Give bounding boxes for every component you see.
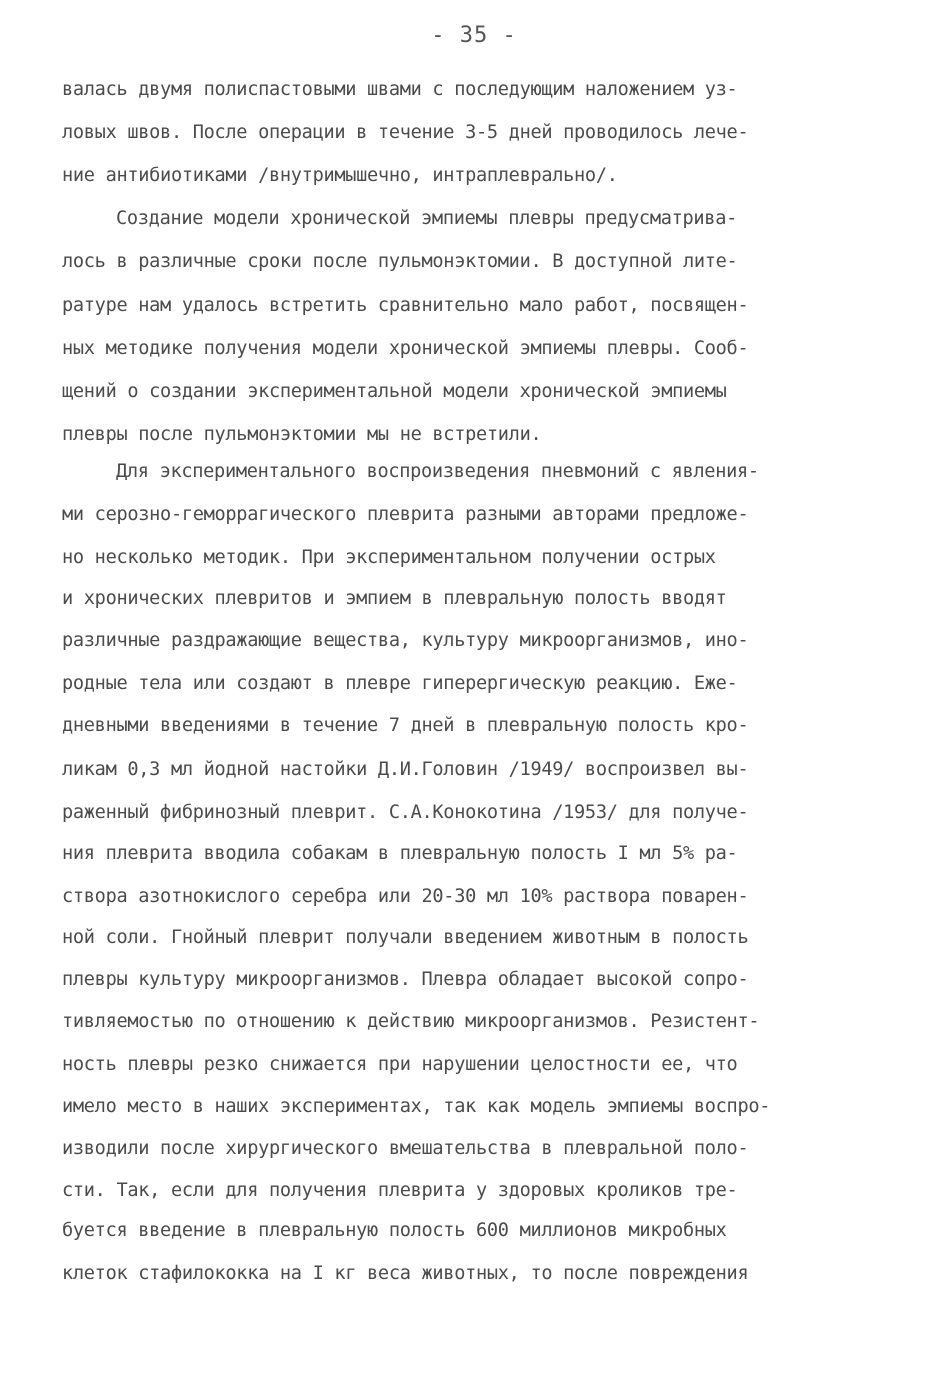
- text-line: ликам 0,3 мл йодной настойки Д.И.Головин /1949/ воспроизвел вы-: [62, 759, 749, 780]
- text-line: плевры после пульмонэктомии мы не встретили.: [62, 424, 542, 445]
- text-line: створа азотнокислого серебра или 20-30 мл 10% раствора поварен-: [62, 886, 749, 907]
- text-line: ние антибиотиками /внутримышечно, интраплеврально/.: [62, 165, 618, 186]
- page-number: - 35 -: [431, 23, 517, 48]
- text-line: различные раздражающие вещества, культуру микроорганизмов, ино-: [62, 630, 749, 651]
- text-line: имело место в наших экспериментах, так как модель эмпиемы воспро-: [62, 1096, 771, 1117]
- text-line: ми серозно-геморрагического плеврита разными авторами предложе-: [62, 504, 749, 525]
- text-line: ловых швов. После операции в течение 3-5 дней проводилось лече-: [62, 122, 749, 143]
- text-line: плевры культуру микроорганизмов. Плевра обладает высокой сопро-: [62, 969, 749, 990]
- text-line: изводили после хирургического вмешательства в плевральной поло-: [62, 1138, 749, 1159]
- text-line: ратуре нам удалось встретить сравнительно мало работ, посвящен-: [62, 295, 749, 316]
- text-line: клеток стафилококка на I кг веса животных, то после повреждения: [62, 1263, 749, 1284]
- text-line: лось в различные сроки после пульмонэктомии. В доступной лите-: [62, 251, 738, 272]
- text-line: ния плеврита вводила собакам в плевральную полость I мл 5% ра-: [62, 843, 738, 864]
- text-line: Создание модели хронической эмпиемы плевры предусматрива-: [116, 208, 737, 229]
- text-line: дневными введениями в течение 7 дней в плевральную полость кро-: [62, 715, 749, 736]
- text-line: Для экспериментального воспроизведения пневмоний с явления-: [116, 461, 759, 482]
- text-line: ной соли. Гнойный плеврит получали введением животным в полость: [62, 927, 749, 948]
- text-line: и хронических плевритов и эмпием в плевральную полость вводят: [62, 588, 727, 609]
- text-line: щений о создании экспериментальной модели хронической эмпиемы: [62, 381, 727, 402]
- text-line: ных методике получения модели хронической эмпиемы плевры. Сооб-: [62, 338, 749, 359]
- text-line: но несколько методик. При экспериментальном получении острых: [62, 547, 716, 568]
- text-line: родные тела или создают в плевре гиперергическую реакцию. Еже-: [62, 673, 738, 694]
- text-line: валась двумя полиспастовыми швами с последующим наложением уз-: [62, 79, 738, 100]
- text-line: раженный фибринозный плеврит. С.А.Конокотина /1953/ для получе-: [62, 802, 749, 823]
- text-line: буется введение в плевральную полость 600 миллионов микробных: [62, 1220, 727, 1241]
- text-line: тивляемостью по отношению к действию микроорганизмов. Резистент-: [62, 1011, 760, 1032]
- text-line: сти. Так, если для получения плеврита у здоровых кроликов тре-: [62, 1180, 738, 1201]
- text-line: ность плевры резко снижается при нарушении целостности ее, что: [62, 1054, 738, 1075]
